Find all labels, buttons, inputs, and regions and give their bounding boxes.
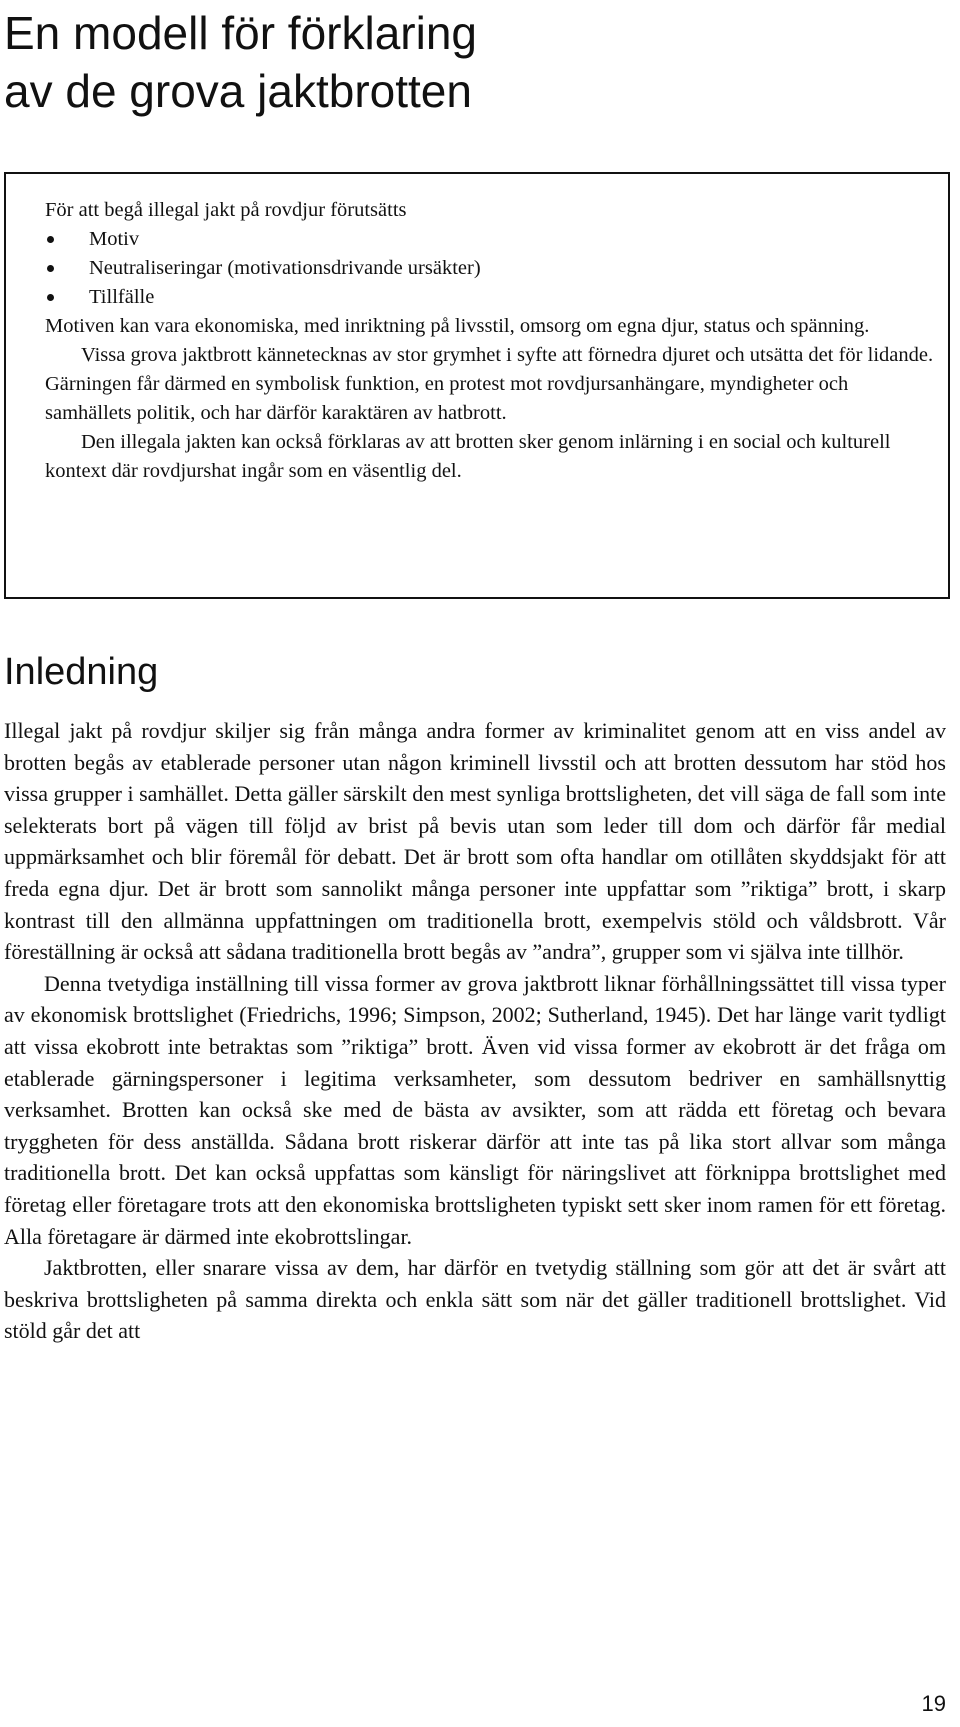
summary-box-content (45, 196, 935, 486)
summary-bullet-text: Neutraliseringar (motivationsdrivande ursäkter) (89, 257, 481, 279)
bullet-dot-icon (47, 265, 54, 272)
page-title-line-2: av de grova jaktbrotten (4, 65, 472, 117)
summary-paragraph-motives: Motiven kan vara ekonomiska, med inriktning på livsstil, omsorg om egna djur, status och spänning. (45, 315, 870, 337)
bullet-dot-icon (47, 236, 54, 243)
body-paragraph: Denna tvetydiga inställning till vissa former av grova jaktbrott liknar förhållningssättet till vissa typer av ekonomisk brottslighet (Friedrichs, 1996; Simpson, 2002; Sutherland, 1945). Det har länge varit tydligt att vissa ekobrott inte betraktas som ”riktiga” brott. Även vid vissa former av ekobrott är det fråga om etablerade gärningspersoner i legitima verksamheter, som dessutom bedriver en samhällsnyttig verksamhet. Brotten kan också ske med de bästa av avsikter, som att rädda ett företag och bevara tryggheten för dess anställda. Sådana brott riskerar därför att inte tas på lika stort allvar som många traditionella brott. Det kan också uppfattas som känsligt för näringslivet att förknippa brottslighet med företag eller företagare trots att den ekonomiska brottsligheten typiskt sett sker inom ramen för ett företag. Alla företagare är därmed inte ekobrottslingar. (4, 970, 946, 1249)
summary-paragraph-cruelty: Vissa grova jaktbrott kännetecknas av stor grymhet i syfte att förnedra djuret och utsätta det för lidande. Gärningen får därmed en symbolisk funktion, en protest mot rovdjursanhängare, myndigheter och samhällets politik, och har därför karaktären av hatbrott. (45, 344, 934, 424)
summary-intro: För att begå illegal jakt på rovdjur förutsätts (45, 199, 407, 221)
summary-bullet-item (45, 225, 935, 254)
body-paragraph: Jaktbrotten, eller snarare vissa av dem, har därför en tvetydig ställning som gör att det är svårt att beskriva brottsligheten på samma direkta och enkla sätt som när det gäller traditionell brottslighet. Vid stöld går det att (4, 1255, 946, 1344)
summary-bullet-list (45, 225, 935, 312)
section-heading: Inledning (4, 651, 159, 693)
summary-bullet-item (45, 283, 935, 312)
bullet-dot-icon (47, 294, 54, 301)
body-paragraph: Illegal jakt på rovdjur skiljer sig från många andra former av kriminalitet genom att en viss andel av brotten begås av etablerade personer utan någon kriminell livsstil och att brotten dessutom har stöd hos vissa grupper i samhället. Detta gäller särskilt den mest synliga brottsligheten, det vill säga de fall som inte selekterats bort på vägen till följd av brist på bevis utan som leder till dom och därför får medial uppmärksamhet och blir föremål för debatt. Det är brott som ofta handlar om otillåten skyddsjakt för att freda egna djur. Det är brott som sannolikt många personer inte uppfattar som ”riktiga” brott, i skarp kontrast till den allmänna uppfattningen om traditionella brott, exempelvis stöld och våldsbrott. Vår föreställning är också att sådana traditionella brott begås av ”andra”, grupper som vi själva inte tillhör. (4, 718, 946, 965)
page-title-line-1: En modell för förklaring (4, 7, 477, 59)
summary-bullet-item (45, 254, 935, 283)
summary-paragraph-learning: Den illegala jakten kan också förklaras av att brotten sker genom inlärning i en social och kulturell kontext där rovdjurshat ingår som en väsentlig del. (45, 431, 891, 482)
summary-bullet-text: Tillfälle (89, 286, 155, 308)
summary-box (4, 172, 950, 599)
page-number: 19 (921, 1691, 946, 1716)
summary-bullet-text: Motiv (89, 228, 140, 250)
body-text (4, 715, 946, 1347)
page-title (4, 4, 944, 120)
